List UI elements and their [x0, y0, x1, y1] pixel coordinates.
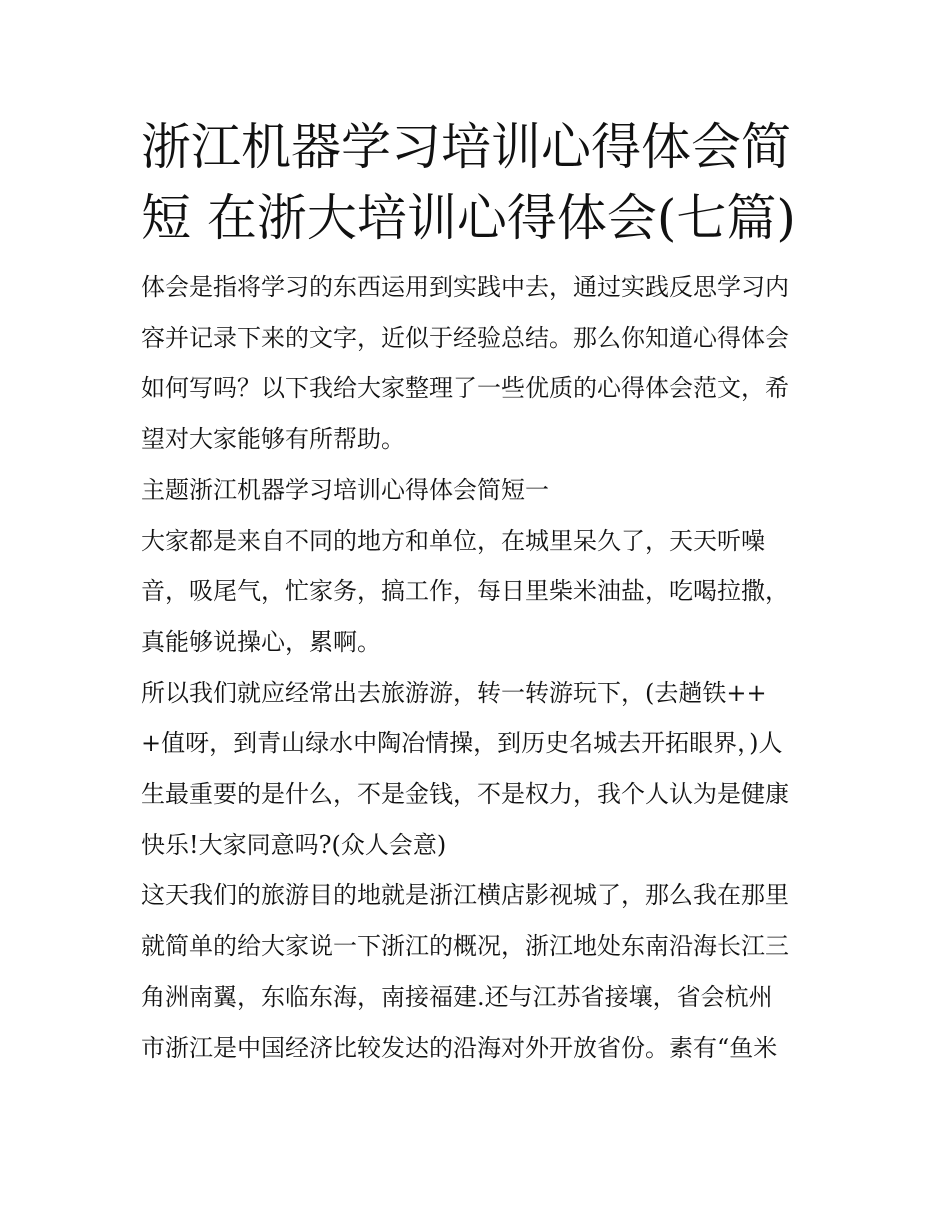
text-line: +值呀，到青山绿水中陶冶情操，到历史名城去开拓眼界，)人: [141, 729, 783, 758]
title-line: 浙江机器学习培训心得体会简: [141, 118, 791, 176]
text-line: 真能够说操心，累啊。: [141, 627, 381, 656]
text-line: 主题浙江机器学习培训心得体会简短一: [141, 475, 549, 504]
text-line: 这天我们的旅游目的地就是浙江横店影视城了，那么我在那里: [141, 881, 789, 910]
text-line: 快乐!大家同意吗?(众人会意): [141, 830, 447, 859]
text-line: 就简单的给大家说一下浙江的概况，浙江地处东南沿海长江三: [141, 932, 789, 961]
body-paragraph: [141, 668, 813, 871]
intro-paragraph: [141, 262, 813, 465]
section-heading: [141, 465, 813, 516]
text-line: 大家都是来自不同的地方和单位，在城里呆久了，天天听噪: [141, 526, 765, 555]
text-line: 容并记录下来的文字，近似于经验总结。那么你知道心得体会: [141, 323, 789, 352]
text-line: 体会是指将学习的东西运用到实践中去，通过实践反思学习内: [141, 273, 789, 301]
body-paragraph: [141, 870, 813, 1073]
text-line: 所以我们就应经常出去旅游游，转一转游玩下，(去趟铁++: [141, 678, 767, 707]
title-line: 短 在浙大培训心得体会(七篇): [141, 189, 796, 247]
document-title: [141, 112, 813, 254]
text-line: 望对大家能够有所帮助。: [141, 425, 405, 454]
document-body: [141, 112, 813, 1073]
text-line: 角洲南翼，东临东海，南接福建.还与江苏省接壤，省会杭州: [141, 982, 773, 1011]
text-line: 生最重要的是什么，不是金钱，不是权力，我个人认为是健康: [141, 780, 789, 809]
text-line: 音，吸尾气，忙家务，搞工作，每日里柴米油盐，吃喝拉撒，: [141, 577, 789, 606]
text-line: 市浙江是中国经济比较发达的沿海对外开放省份。素有“鱼米: [141, 1033, 778, 1062]
text-line: 如何写吗？以下我给大家整理了一些优质的心得体会范文，希: [141, 374, 789, 403]
body-paragraph: [141, 516, 813, 668]
